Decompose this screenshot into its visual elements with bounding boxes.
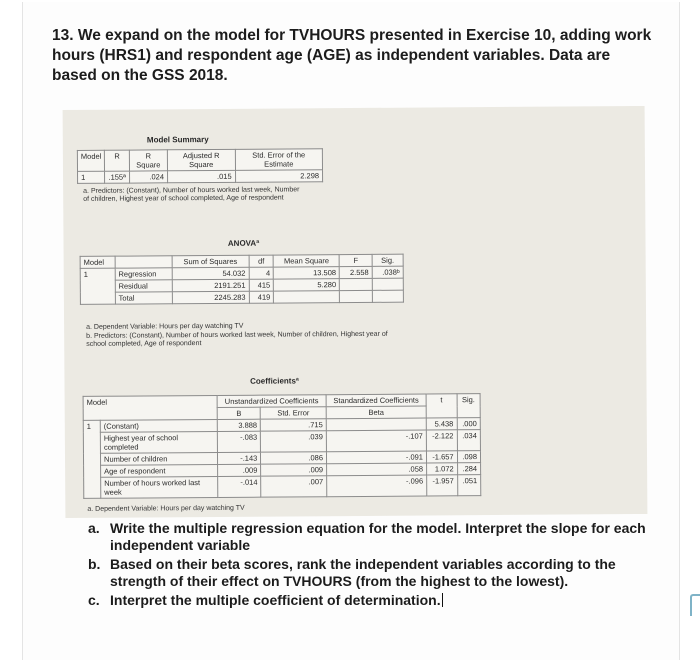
coef-row-label: Number of children: [100, 452, 217, 465]
coef-b: -.083: [217, 431, 260, 452]
anova-ms: 13.508: [274, 267, 340, 279]
anova-header-model: Model: [80, 256, 115, 268]
coef-model: 1: [83, 420, 101, 498]
ms-header-model: Model: [77, 150, 105, 171]
anova-table: [80, 254, 404, 305]
anova-header-ss: Sum of Squares: [172, 255, 249, 268]
anova-ss: 54.032: [172, 267, 249, 280]
anova-f: [340, 278, 373, 290]
coef-header-b: B: [217, 407, 260, 419]
ms-adj-r-square: .015: [167, 170, 235, 182]
coef-beta: .058: [327, 463, 427, 476]
coefficients-note: a. Dependent Variable: Hours per day watching TV: [87, 504, 245, 513]
coefficients-table: [83, 393, 482, 499]
question-text: Based on their beta scores, rank the independent variables according to the strength of their effect on TVHOURS (from the highest to the lowest).: [110, 556, 616, 589]
coef-sig: .284: [457, 463, 481, 475]
text-cursor: [442, 593, 443, 607]
coef-header-model: Model: [83, 395, 217, 420]
ms-header-adj-r-square: Adjusted R Square: [167, 149, 235, 170]
anova-f: [340, 290, 373, 302]
anova-ms: [274, 291, 340, 303]
coef-header-se: Std. Error: [260, 407, 326, 419]
anova-ss: 2245.283: [172, 291, 249, 304]
anova-ms: 5.280: [274, 279, 340, 291]
coef-header-t: t: [426, 394, 457, 418]
list-item: [88, 520, 648, 554]
anova-header-f: F: [339, 254, 372, 266]
list-item: [88, 556, 648, 590]
coefficients-title: Coefficientsª: [250, 376, 299, 386]
coef-se: .007: [261, 476, 327, 497]
coef-header-unstd: Unstandardized Coefficients: [217, 395, 326, 408]
anova-row-label: Residual: [115, 280, 172, 292]
question-text[interactable]: [110, 592, 648, 609]
anova-header-sig: Sig.: [372, 254, 403, 266]
anova-row-label: Regression: [115, 268, 172, 280]
coef-beta: -.096: [327, 475, 427, 497]
coef-b: -.014: [218, 476, 261, 497]
coef-t: -2.122: [426, 430, 457, 451]
spss-output-photo: [63, 106, 648, 518]
question-text-content: Interpret the multiple coefficient of determination.: [110, 592, 441, 608]
anova-sig: [372, 290, 403, 302]
coef-row-label: Age of respondent: [101, 464, 218, 477]
question-text: Write the multiple regression equation for the model. Interpret the slope for each independent variable: [110, 520, 646, 553]
table-row: [80, 290, 403, 304]
coef-b: .009: [218, 464, 261, 476]
anova-df: 419: [249, 291, 274, 303]
coef-t: 5.438: [426, 418, 457, 430]
anova-header-df: df: [249, 255, 274, 267]
coef-se: .086: [261, 452, 327, 464]
coef-t: -1.657: [426, 451, 457, 463]
coef-beta: -.091: [326, 451, 426, 464]
coef-header-std: Standardized Coefficients: [326, 394, 426, 407]
coef-b: 3.888: [217, 419, 260, 431]
anova-df: 415: [249, 279, 274, 291]
ms-header-r: R: [105, 150, 130, 171]
coef-t: 1.072: [427, 463, 458, 475]
coef-t: -1.957: [427, 475, 458, 496]
model-summary-note: a. Predictors: (Constant), Number of hours worked last week, Number of children, Highest year of school completed, Age of respondent: [83, 186, 300, 203]
ms-r-square: .024: [129, 171, 167, 183]
ms-model: 1: [78, 171, 106, 183]
ms-r: .155ª: [105, 171, 129, 183]
coef-beta: [326, 418, 426, 431]
coef-sig: .051: [457, 475, 481, 496]
coef-row-label: Highest year of school completed: [100, 431, 217, 453]
table-row: [78, 170, 323, 184]
ms-header-r-square: R Square: [129, 150, 167, 171]
coef-se: .715: [261, 419, 327, 431]
anova-header-ms: Mean Square: [274, 255, 340, 267]
coef-sig: .034: [457, 430, 481, 451]
ms-header-std-error: Std. Error of the Estimate: [235, 149, 323, 171]
anova-ss: 2191.251: [172, 279, 249, 292]
coef-header-sig: Sig.: [457, 394, 481, 418]
coef-row-label: Number of hours worked last week: [101, 476, 218, 498]
anova-df: 4: [249, 267, 274, 279]
question-letter: a.: [88, 520, 100, 536]
anova-note-b: b. Predictors: (Constant), Number of hours worked last week, Number of children, Highest year of school completed, Age of respondent: [86, 330, 388, 348]
coef-se: .009: [261, 464, 327, 476]
anova-model: 1: [80, 268, 115, 304]
table-row: [83, 430, 480, 454]
coef-row-label: (Constant): [100, 419, 217, 432]
sub-questions: [88, 520, 648, 611]
ms-std-error: 2.298: [235, 170, 322, 183]
table-row: [84, 475, 481, 499]
anova-sig: [372, 278, 403, 290]
edge-bracket-icon: [690, 594, 700, 616]
coef-se: .039: [261, 431, 327, 452]
anova-row-label: Total: [115, 292, 172, 304]
model-summary-table: [77, 148, 323, 184]
anova-sig: .038ᵇ: [372, 266, 403, 278]
anova-title: ANOVAª: [227, 238, 260, 248]
coef-b: -.143: [217, 452, 260, 464]
model-summary-title: Model Summary: [146, 135, 209, 145]
coef-sig: .000: [457, 418, 481, 430]
anova-note-a: a. Dependent Variable: Hours per day watching TV: [86, 322, 244, 331]
question-letter: c.: [88, 592, 100, 608]
anova-f: 2.558: [340, 266, 373, 278]
anova-header-blank: [115, 256, 172, 268]
coef-beta: -.107: [326, 430, 426, 452]
question-letter: b.: [88, 556, 101, 572]
list-item: [88, 592, 648, 609]
coef-sig: .098: [457, 451, 481, 463]
coef-header-beta: Beta: [326, 406, 426, 419]
question-heading: 13. We expand on the model for TVHOURS presented in Exercise 10, adding work hours (HRS1) and respondent age (AGE) as independent variables. Data are based on the GSS 2018.: [52, 27, 652, 84]
